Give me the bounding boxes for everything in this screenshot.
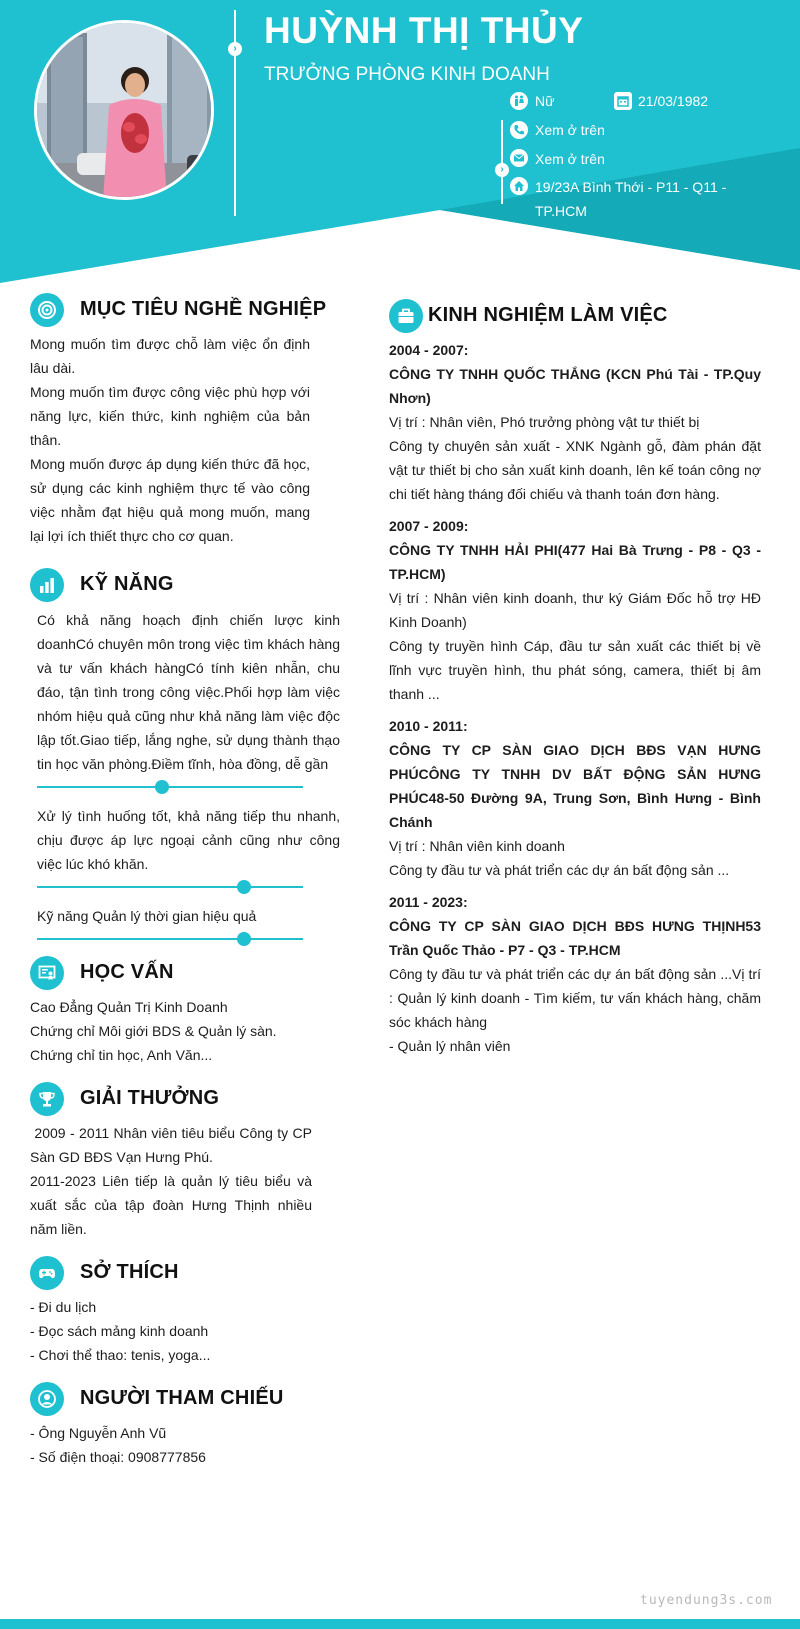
- chevron-right-icon: ›: [228, 42, 242, 56]
- award-line: 2009 - 2011 Nhân viên tiêu biểu Công ty CP Sàn GD BĐS Vạn Hưng Phú.: [30, 1125, 316, 1165]
- job-entry: [389, 890, 761, 1058]
- job-period: 2004 - 2007:: [389, 342, 469, 358]
- skill-level-knob: [237, 880, 251, 894]
- target-icon: [30, 293, 64, 327]
- header-divider-line: [234, 10, 236, 216]
- hobby-line: - Đi du lịch: [30, 1299, 97, 1315]
- skill-description: Kỹ năng Quản lý thời gian hiệu quả: [37, 908, 257, 924]
- award-line: 2011-2023 Liên tiếp là quản lý tiêu biểu và xuất sắc của tập đoàn Hưng Thịnh nhiều năm liền.: [30, 1173, 312, 1237]
- career-goal-line: Mong muốn tìm được chỗ làm việc ổn định lâu dài.: [30, 336, 310, 376]
- job-period: 2011 - 2023:: [389, 894, 468, 910]
- career-goal-line: Mong muốn tìm được công việc phù hợp với năng lực, kiến thức, kinh nghiệm của bản thân.: [30, 384, 310, 448]
- gender-icon: [510, 92, 528, 110]
- skill-level-bar: [37, 780, 303, 794]
- gamepad-icon: [30, 1256, 64, 1290]
- reference-line: - Số điện thoại: 0908777856: [30, 1449, 206, 1465]
- job-detail: Công ty truyền hình Cáp, đầu tư sản xuất các thiết bị về lĩnh vực truyền hình, thu phát sóng, camera, thiết bị âm thanh ...: [389, 638, 761, 702]
- address-value: 19/23A Bình Thới - P11 - Q11 - TP.HCM: [535, 179, 727, 219]
- footer-bar: [0, 1619, 800, 1629]
- contact-divider-line: [501, 120, 503, 204]
- education-line: Chứng chỉ Môi giới BDS & Quản lý sàn.: [30, 1023, 277, 1039]
- skill-level-knob: [237, 932, 251, 946]
- phone-icon: [510, 121, 528, 139]
- skill-level-bar: [37, 932, 303, 946]
- job-detail: Công ty đầu tư và phát triển các dự án bất động sản ...Vị trí : Quản lý kinh doanh - Tìm kiếm, tư vấn khách hàng, chăm sóc khách hàng: [389, 966, 761, 1030]
- job-company: CÔNG TY CP SÀN GIAO DỊCH BĐS HƯNG THỊNH53 Trần Quốc Thảo - P7 - Q3 - TP.HCM: [389, 918, 761, 958]
- education-line: Cao Đẳng Quản Trị Kinh Doanh: [30, 999, 228, 1015]
- skill-level-knob: [155, 780, 169, 794]
- job-company: CÔNG TY TNHH QUỐC THẮNG (KCN Phú Tài - TP.Quy Nhơn): [389, 366, 761, 406]
- skill-level-bar: [37, 880, 303, 894]
- home-icon: [510, 177, 528, 195]
- trophy-icon: [30, 1082, 64, 1116]
- section-title: SỞ THÍCH: [80, 1261, 179, 1283]
- job-period: 2010 - 2011:: [389, 718, 468, 734]
- skill-description: Xử lý tình huống tốt, khả năng tiếp thu nhanh, chịu được áp lực ngoại cảnh cũng như công việc lúc khó khăn.: [37, 808, 340, 872]
- job-detail: - Quản lý nhân viên: [389, 1038, 511, 1054]
- job-period: 2007 - 2009:: [389, 518, 469, 534]
- education-line: Chứng chỉ tin học, Anh Văn...: [30, 1047, 213, 1063]
- hobby-line: - Chơi thể thao: tenis, yoga...: [30, 1347, 211, 1363]
- skill-description: Có khả năng hoạch định chiến lược kinh doanhCó chuyên môn trong việc tìm khách hàng và tư vấn khách hàngCó tính kiên nhẫn, chu đáo, tận tình trong công việc.Phối hợp làm việc nhóm hiệu quả cũng như khả năng làm việc độc lập tốt.Giao tiếp, lắng nghe, sử dụng thành thạo tin học văn phòng.Điềm tĩnh, hòa đồng, dễ gần: [37, 612, 340, 772]
- profile-photo: [34, 20, 214, 200]
- job-detail: Vị trí : Nhân viên kinh doanh, thư ký Giám Đốc hỗ trợ HĐ Kinh Doanh): [389, 590, 761, 630]
- job-detail: Công ty đầu tư và phát triển các dự án bất động sản ...: [389, 862, 730, 878]
- hobby-line: - Đọc sách mảng kinh doanh: [30, 1323, 209, 1339]
- reference-line: - Ông Nguyễn Anh Vũ: [30, 1425, 167, 1441]
- job-entry: [389, 714, 761, 882]
- section-title: KỸ NĂNG: [80, 573, 174, 595]
- email-value: Xem ở trên: [535, 151, 605, 167]
- user-icon: [30, 1382, 64, 1416]
- candidate-name: HUỲNH THỊ THỦY: [264, 10, 584, 51]
- career-goal-line: Mong muốn được áp dụng kiến thức đã học, sử dụng các kinh nghiệm thực tế vào công việc nhằm đạt hiệu quả mong muốn, mang lại lợi ích thiết thực cho cơ quan.: [30, 456, 310, 544]
- watermark: tuyendung3s.com: [640, 1593, 773, 1608]
- phone-value: Xem ở trên: [535, 122, 605, 138]
- job-entry: [389, 514, 761, 706]
- section-title: GIẢI THƯỞNG: [80, 1087, 220, 1109]
- candidate-position: TRƯỞNG PHÒNG KINH DOANH: [264, 64, 550, 85]
- email-icon: [510, 149, 528, 167]
- bar-chart-icon: [30, 568, 64, 602]
- job-entry: [389, 338, 761, 506]
- briefcase-icon: [389, 299, 423, 333]
- chevron-right-icon: ›: [495, 163, 509, 177]
- section-title: MỤC TIÊU NGHỀ NGHIỆP: [80, 298, 327, 320]
- job-company: CÔNG TY TNHH HẢI PHI(477 Hai Bà Trưng - P8 - Q3 - TP.HCM): [389, 542, 761, 582]
- job-detail: Công ty chuyên sản xuất - XNK Ngành gỗ, đàm phán đặt vật tư thiết bị cho sản xuất kinh doanh, lên kế toán công nợ chi tiết hàng tháng đối chiếu và thanh toán đơn hàng.: [389, 438, 761, 502]
- section-title: HỌC VẤN: [80, 961, 174, 983]
- job-detail: Vị trí : Nhân viên kinh doanh: [389, 838, 565, 854]
- gender-value: Nữ: [535, 93, 555, 109]
- calendar-icon: [614, 92, 632, 110]
- section-title: NGƯỜI THAM CHIẾU: [80, 1387, 284, 1409]
- certificate-icon: [30, 956, 64, 990]
- job-company: CÔNG TY CP SÀN GIAO DỊCH BĐS VẠN HƯNG PHÚCÔNG TY TNHH DV BẤT ĐỘNG SẢN HƯNG PHÚC48-50 Đường 9A, Trung Sơn, Bình Hưng - Bình Chánh: [389, 742, 761, 830]
- birthdate-value: 21/03/1982: [638, 93, 709, 109]
- section-title: KINH NGHIỆM LÀM VIỆC: [428, 304, 668, 326]
- job-detail: Vị trí : Nhân viên, Phó trưởng phòng vật tư thiết bị: [389, 414, 700, 430]
